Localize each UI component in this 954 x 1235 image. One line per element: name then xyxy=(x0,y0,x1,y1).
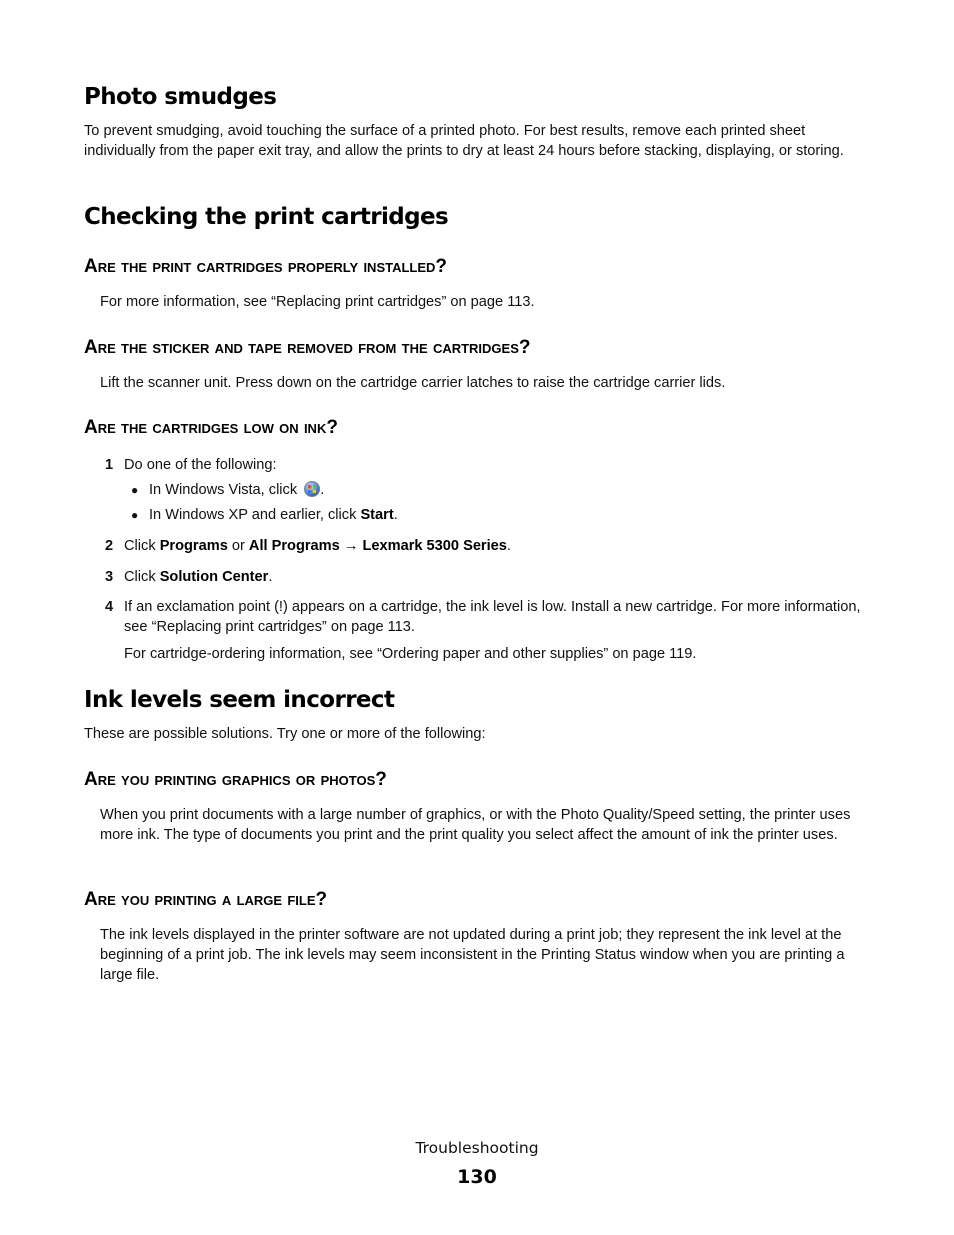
step-3-end: . xyxy=(268,569,273,585)
step-4-text: If an exclamation point (!) appears on a cartridge, the ink level is low. Install a new cartridge. For more information, see “Replacing print cartridges” on page 113. xyxy=(124,599,861,635)
start-label: Start xyxy=(360,507,394,523)
step-4-note: For cartridge-ordering information, see “Ordering paper and other supplies” on page 119. xyxy=(124,646,697,662)
step-2-end: . xyxy=(506,538,511,554)
step-number: 4 xyxy=(105,599,114,615)
graphics-photos-body: When you print documents with a large number of graphics, or with the Photo Quality/Speed setting, the printer uses more ink. The type of documents you print and the print quality you select affect the amount of ink the printer uses. xyxy=(100,807,851,843)
subheading-large-file: Are you printing a large file? xyxy=(84,889,328,910)
bullet-windows-xp xyxy=(149,505,849,525)
step-3-pre: Click xyxy=(124,569,160,585)
step-3-text xyxy=(124,567,874,587)
solution-center-label: Solution Center xyxy=(159,569,269,585)
step-number: 3 xyxy=(105,569,114,585)
bullet-windows-vista xyxy=(149,480,849,500)
photo-smudges-body: To prevent smudging, avoid touching the surface of a printed photo. For best results, remove each printed sheet individually from the paper exit tray, and allow the prints to dry at least 24 hours before stacking, displaying, or storing. xyxy=(84,123,844,159)
step-1-text: Do one of the following: xyxy=(124,457,277,473)
large-file-body: The ink levels displayed in the printer software are not updated during a print job; they represent the ink level at the beginning of a print job. The ink levels may seem inconsistent in the Printing Status window when you are printing a large file. xyxy=(100,927,845,983)
step-number: 2 xyxy=(105,538,114,554)
subheading-sticker-tape: Are the sticker and tape removed from the cartridges? xyxy=(84,337,531,358)
bullet-xp-text: In Windows XP and earlier, click xyxy=(149,507,361,523)
bullet-vista-end: . xyxy=(320,482,325,498)
bullet-xp-end: . xyxy=(393,507,398,523)
bullet-vista-text: In Windows Vista, click xyxy=(149,482,302,498)
heading-ink-levels: Ink levels seem incorrect xyxy=(84,687,395,713)
all-programs-label: All Programs xyxy=(248,538,340,554)
programs-label: Programs xyxy=(159,538,228,554)
sticker-tape-body: Lift the scanner unit. Press down on the cartridge carrier latches to raise the cartridge carrier lids. xyxy=(100,375,726,391)
subheading-cartridges-installed: Are the print cartridges properly installed? xyxy=(84,256,448,277)
step-2-pre: Click xyxy=(124,538,160,554)
step-2-mid: or xyxy=(227,538,249,554)
cartridges-installed-body: For more information, see “Replacing print cartridges” on page 113. xyxy=(100,294,535,310)
windows-vista-start-icon xyxy=(304,481,320,497)
subheading-graphics-photos: Are you printing graphics or photos? xyxy=(84,769,387,790)
subheading-low-on-ink: Are the cartridges low on ink? xyxy=(84,417,338,438)
footer-section-title: Troubleshooting xyxy=(415,1139,539,1157)
ink-levels-intro: These are possible solutions. Try one or more of the following: xyxy=(84,726,486,742)
heading-photo-smudges: Photo smudges xyxy=(84,84,277,110)
bullet-dot: ● xyxy=(131,508,139,522)
page-number: 130 xyxy=(457,1166,497,1188)
step-number: 1 xyxy=(105,457,114,473)
arrow-right-icon: → xyxy=(339,538,363,554)
heading-checking-cartridges: Checking the print cartridges xyxy=(84,204,449,230)
bullet-dot: ● xyxy=(131,483,139,497)
step-2-text xyxy=(124,536,874,556)
lexmark-series-label: Lexmark 5300 Series xyxy=(362,538,507,554)
